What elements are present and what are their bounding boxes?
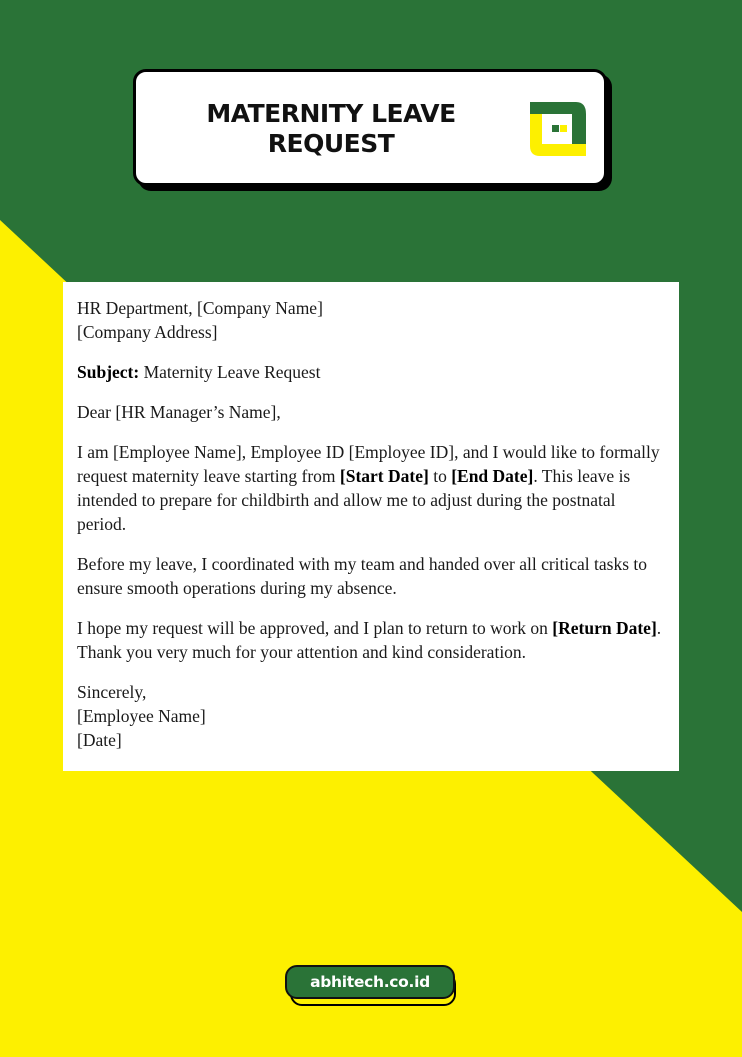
recipient-address: [Company Address] bbox=[77, 322, 218, 342]
closing-word: Sincerely, bbox=[77, 682, 147, 702]
paragraph-closing bbox=[77, 616, 667, 664]
website-link[interactable]: abhitech.co.id bbox=[285, 965, 455, 999]
salutation: Dear [HR Manager’s Name], bbox=[77, 402, 281, 422]
paragraph-text: . Thank you very much for your attention and kind consideration. bbox=[77, 618, 662, 662]
paragraph-request bbox=[77, 440, 667, 536]
page-title bbox=[186, 99, 476, 159]
signature-name: [Employee Name] bbox=[77, 706, 206, 726]
letter-card bbox=[63, 282, 679, 771]
end-date-placeholder: [End Date] bbox=[451, 466, 534, 486]
title-line-1: MATERNITY LEAVE bbox=[206, 99, 456, 128]
paragraph-text: I am [Employee Name], Employee ID [Employee ID], and I would like to formally request maternity leave starting from bbox=[77, 442, 660, 486]
title-line-2: REQUEST bbox=[267, 129, 395, 158]
subject-line bbox=[77, 360, 667, 384]
abhitech-logo-icon bbox=[528, 100, 588, 158]
header-box bbox=[133, 69, 607, 186]
paragraph-text: . This leave is intended to prepare for childbirth and allow me to adjust during the postnatal period. bbox=[77, 466, 631, 534]
start-date-placeholder: [Start Date] bbox=[339, 466, 429, 486]
paragraph-handover: Before my leave, I coordinated with my team and handed over all critical tasks to ensure smooth operations during my absence. bbox=[77, 554, 648, 598]
subject-text: Maternity Leave Request bbox=[139, 362, 321, 382]
recipient-department: HR Department, [Company Name] bbox=[77, 298, 323, 318]
signature-date: [Date] bbox=[77, 730, 122, 750]
paragraph-text: to bbox=[428, 466, 452, 486]
subject-label: Subject: bbox=[77, 362, 140, 382]
signature-block bbox=[77, 680, 667, 752]
recipient-block bbox=[77, 296, 667, 344]
paragraph-text: I hope my request will be approved, and I plan to return to work on bbox=[77, 618, 553, 638]
return-date-placeholder: [Return Date] bbox=[552, 618, 657, 638]
